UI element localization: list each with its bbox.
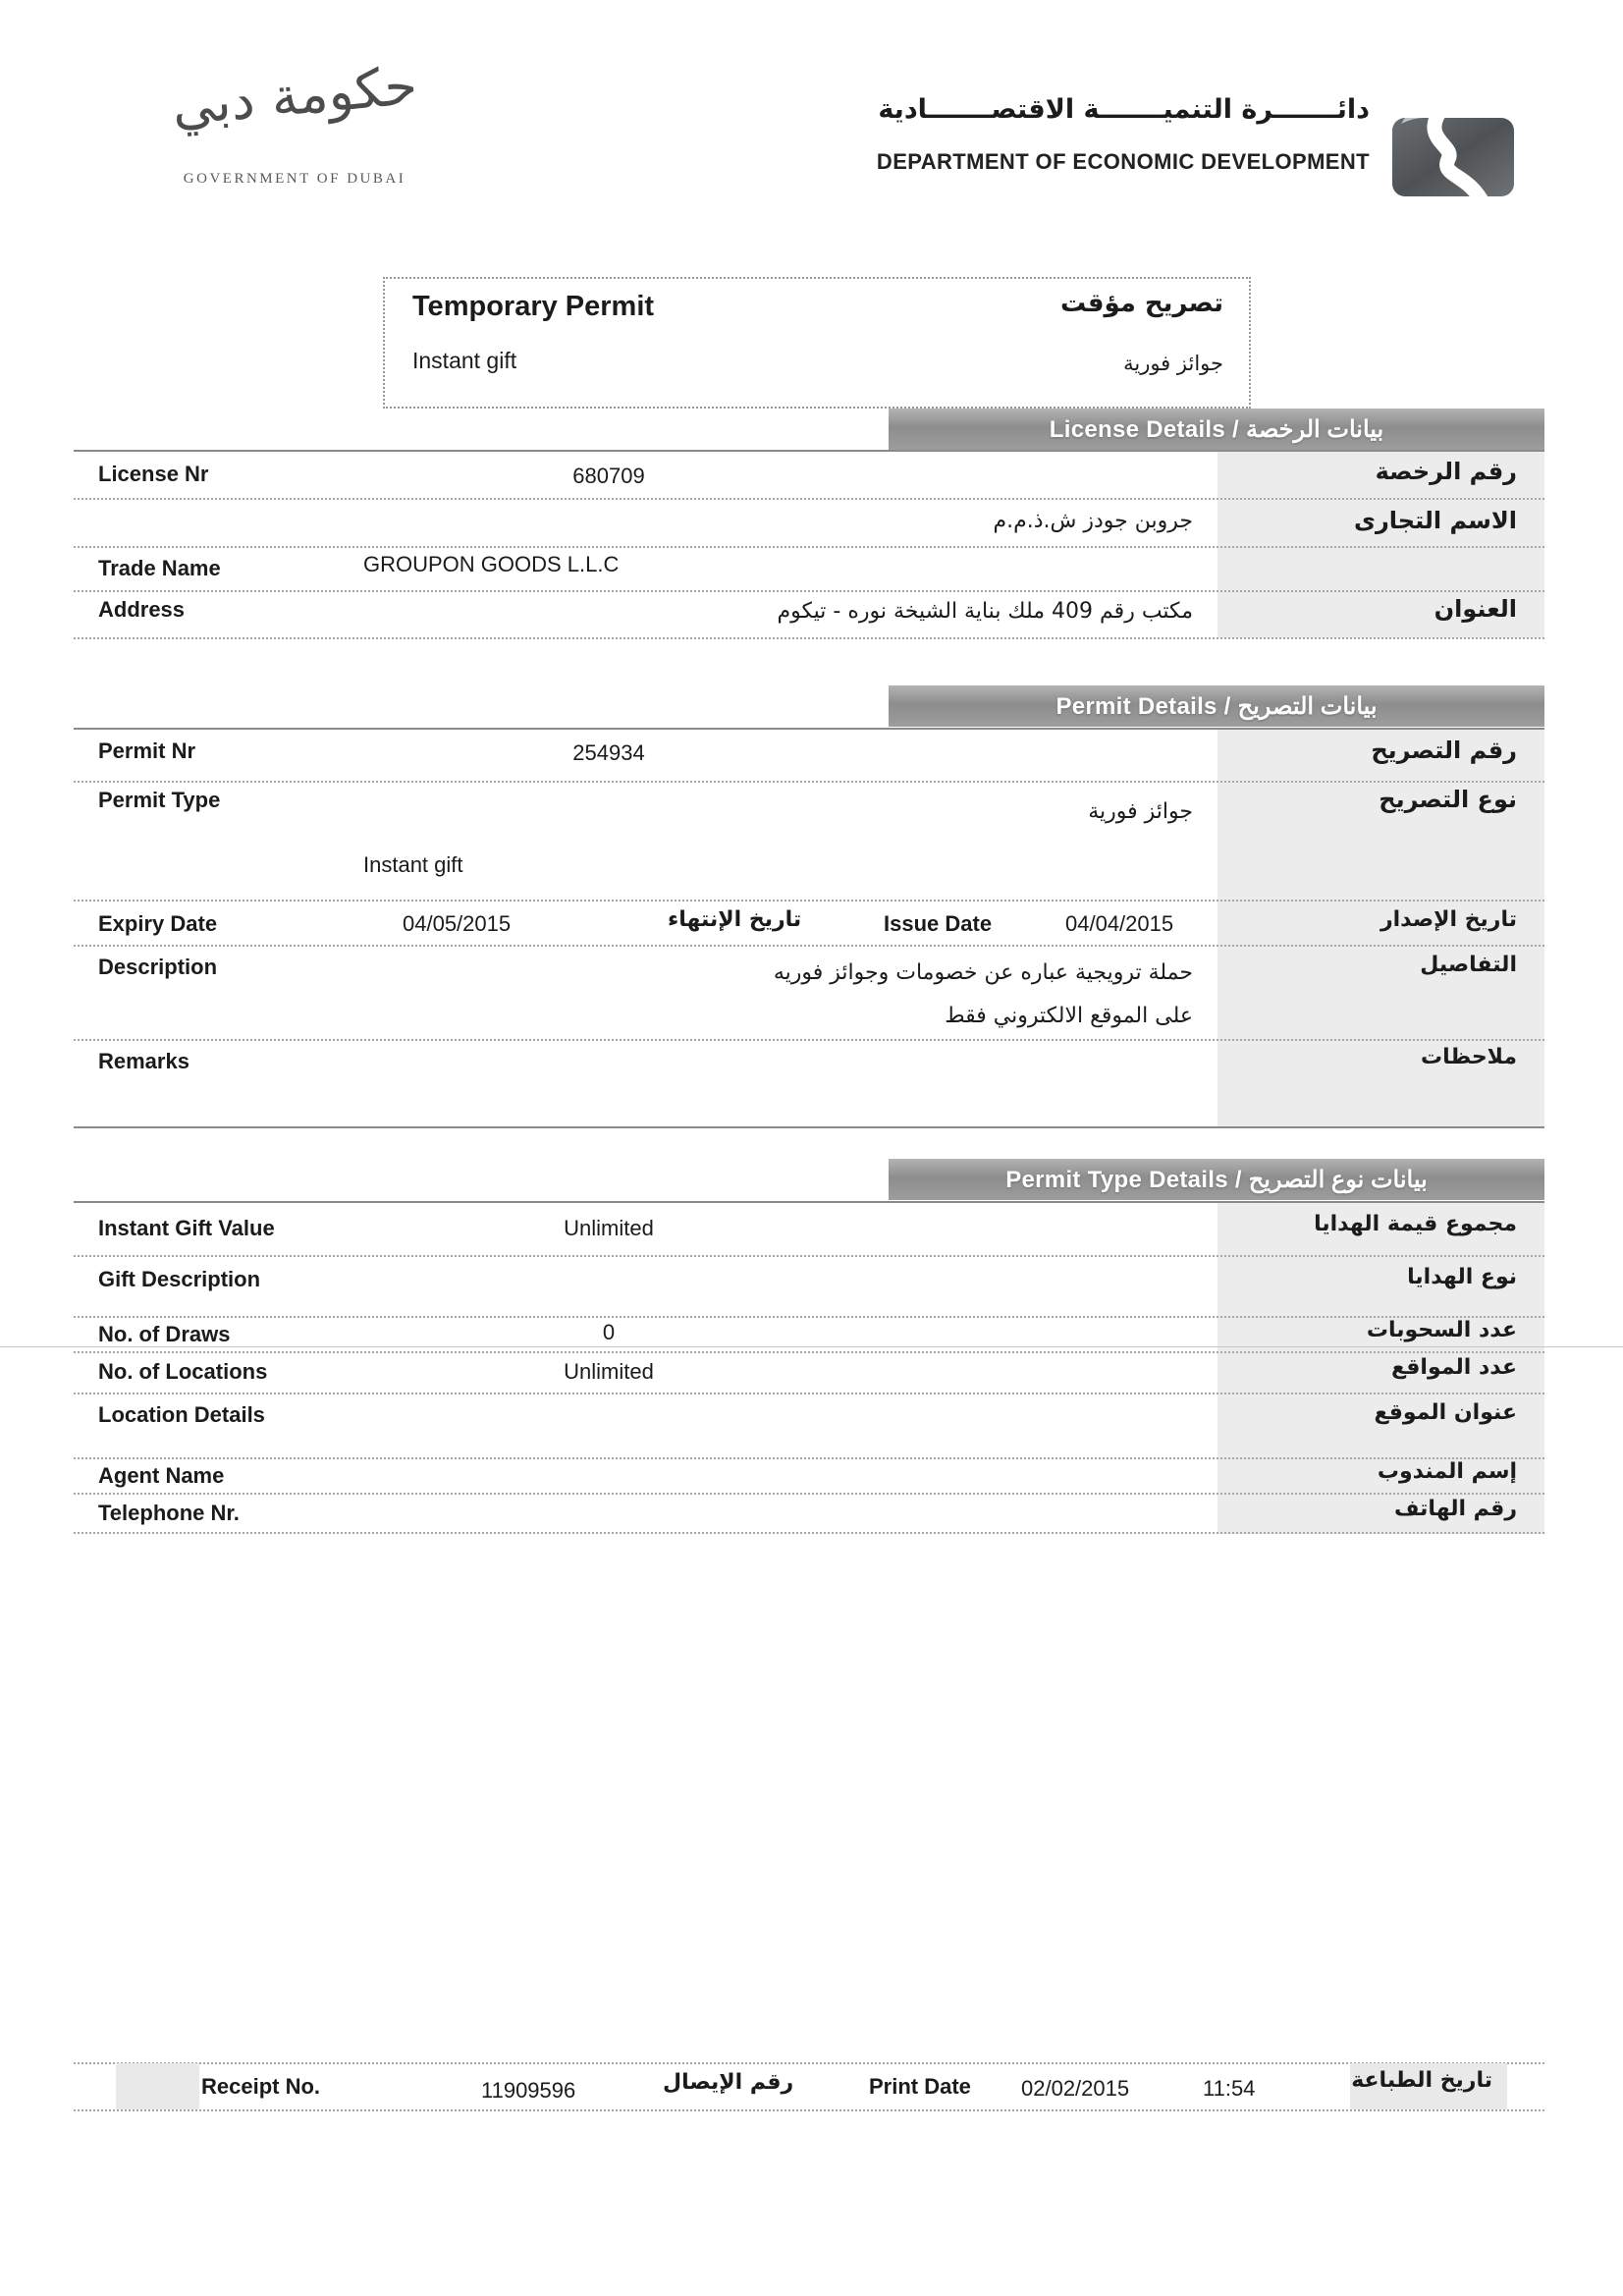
- divider-line: [74, 590, 1544, 592]
- divider-line: [74, 1351, 1544, 1353]
- divider-line: [74, 1493, 1544, 1495]
- print-date-label: Print Date: [869, 2074, 971, 2099]
- divider-line: [74, 945, 1544, 947]
- receipt-no-label: Receipt No.: [201, 2074, 321, 2099]
- remarks-label-arabic: ملاحظات: [1421, 1045, 1517, 1069]
- divider-line: [74, 1255, 1544, 1257]
- remarks-label: Remarks: [98, 1049, 189, 1073]
- description-line-1-arabic: حملة ترويجية عباره عن خصومات وجوائز فوريه: [773, 960, 1193, 985]
- receipt-no-label-arabic: رقم الإيصال: [663, 2070, 794, 2095]
- no-of-draws-label: No. of Draws: [98, 1322, 231, 1346]
- divider-line: [74, 450, 1544, 452]
- divider-line: [74, 1532, 1544, 1534]
- document-subtitle-english: Instant gift: [412, 348, 517, 373]
- divider-line: [74, 1039, 1544, 1041]
- temporary-permit-box: [383, 277, 1251, 409]
- expiry-date-value: 04/05/2015: [403, 911, 512, 936]
- issue-date-label-arabic: تاريخ الإصدار: [1380, 907, 1517, 932]
- banner-text: License Details / بيانات الرخصة: [1049, 415, 1384, 443]
- print-time-value: 11:54: [1203, 2076, 1256, 2101]
- divider-line: [74, 2109, 1544, 2111]
- location-details-label-arabic: عنوان الموقع: [1374, 1400, 1517, 1425]
- gift-description-label: Gift Description: [98, 1267, 261, 1291]
- permit-nr-label-arabic: رقم التصريح: [1371, 737, 1517, 764]
- document-title-english: Temporary Permit: [412, 291, 655, 322]
- instant-gift-value-label-arabic: مجموع قيمة الهدايا: [1314, 1212, 1517, 1236]
- permit-nr-label: Permit Nr: [98, 738, 196, 763]
- address-value-arabic: مكتب رقم 409 ملك بناية الشيخة نوره - تيكوم: [777, 599, 1193, 624]
- telephone-nr-label-arabic: رقم الهاتف: [1393, 1497, 1517, 1521]
- trade-name-label-arabic: الاسم التجارى: [1353, 507, 1517, 534]
- location-details-label: Location Details: [98, 1402, 265, 1427]
- divider-line: [74, 900, 1544, 902]
- agent-name-label-arabic: إسم المندوب: [1377, 1459, 1517, 1484]
- permit-type-label-arabic: نوع التصريح: [1379, 786, 1517, 813]
- telephone-nr-label: Telephone Nr.: [98, 1501, 240, 1525]
- description-line-2-arabic: على الموقع الالكتروني فقط: [945, 1004, 1193, 1028]
- no-of-locations-value: Unlimited: [564, 1359, 654, 1384]
- instant-gift-value-label: Instant Gift Value: [98, 1216, 275, 1240]
- divider-line: [0, 1346, 1623, 1347]
- no-of-draws-label-arabic: عدد السحوبات: [1366, 1318, 1517, 1342]
- description-label-arabic: التفاصيل: [1420, 953, 1517, 977]
- department-name-arabic: دائـــــــرة التنميـــــــة الاقتصـــــــادية: [878, 94, 1370, 125]
- instant-gift-value: Unlimited: [564, 1216, 654, 1240]
- permit-type-value-arabic: جوائز فورية: [1088, 799, 1193, 824]
- agent-name-label: Agent Name: [98, 1463, 225, 1488]
- address-label: Address: [98, 597, 186, 622]
- expiry-date-label: Expiry Date: [98, 911, 218, 936]
- document-subtitle-arabic: جوائز فورية: [1123, 352, 1223, 375]
- trade-name-value: GROUPON GOODS L.L.C: [363, 552, 620, 576]
- license-nr-value: 680709: [572, 464, 645, 488]
- dubai-government-calligraphy-icon: [155, 53, 434, 138]
- document-title-arabic: تصريح مؤقت: [1059, 289, 1223, 318]
- divider-line: [74, 2062, 1544, 2064]
- permit-type-label: Permit Type: [98, 788, 221, 812]
- divider-line: [74, 1201, 1544, 1203]
- print-date-label-arabic: تاريخ الطباعة: [1351, 2068, 1492, 2093]
- section-banner-license-details: [889, 409, 1544, 450]
- description-label: Description: [98, 955, 218, 979]
- divider-line: [74, 728, 1544, 730]
- department-name-english: DEPARTMENT OF ECONOMIC DEVELOPMENT: [876, 149, 1370, 174]
- address-label-arabic: العنوان: [1434, 595, 1517, 623]
- no-of-draws-value: 0: [602, 1320, 616, 1344]
- divider-line: [74, 546, 1544, 548]
- section-banner-permit-details: [889, 685, 1544, 727]
- divider-line: [74, 1457, 1544, 1459]
- trade-name-label: Trade Name: [98, 556, 221, 580]
- receipt-no-value: 11909596: [481, 2078, 576, 2103]
- trade-name-value-arabic: جروبن جودز ش.ذ.م.م: [993, 509, 1193, 533]
- license-nr-label-arabic: رقم الرخصة: [1375, 458, 1517, 485]
- section-banner-permit-type-details: [889, 1159, 1544, 1200]
- issue-date-value: 04/04/2015: [1065, 911, 1174, 936]
- gift-description-label-arabic: نوع الهدايا: [1407, 1265, 1517, 1289]
- divider-line: [74, 637, 1544, 639]
- print-date-value: 02/02/2015: [1021, 2076, 1130, 2101]
- divider-line: [74, 781, 1544, 783]
- divider-line: [74, 498, 1544, 500]
- issue-date-label: Issue Date: [884, 911, 993, 936]
- expiry-date-label-arabic: تاريخ الإنتهاء: [668, 907, 802, 932]
- license-nr-label: License Nr: [98, 462, 209, 486]
- footer-shading: [116, 2063, 199, 2109]
- divider-line: [74, 1316, 1544, 1318]
- banner-text: Permit Type Details / بيانات نوع التصريح: [1005, 1166, 1428, 1193]
- no-of-locations-label-arabic: عدد المواقع: [1390, 1355, 1517, 1380]
- no-of-locations-label: No. of Locations: [98, 1359, 268, 1384]
- divider-line: [74, 1126, 1544, 1128]
- banner-text: Permit Details / بيانات التصريح: [1055, 692, 1378, 720]
- permit-type-value-english: Instant gift: [363, 852, 463, 877]
- government-of-dubai-caption: GOVERNMENT OF DUBAI: [183, 171, 406, 187]
- divider-line: [74, 1393, 1544, 1394]
- permit-nr-value: 254934: [572, 740, 645, 765]
- ded-logo-icon: [1391, 114, 1515, 200]
- calligraphy-text: حكومة دبي: [169, 54, 420, 137]
